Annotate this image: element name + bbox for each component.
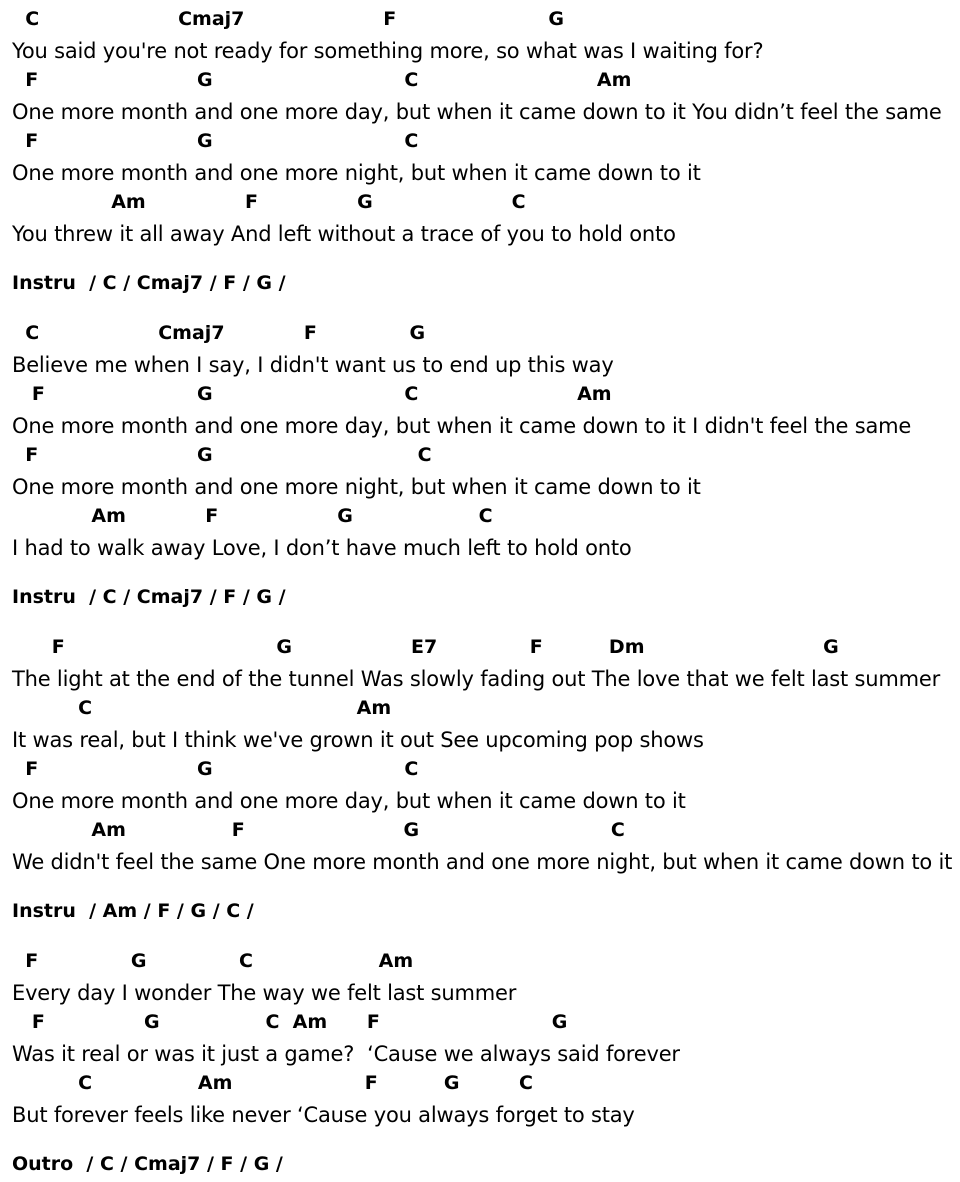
lyric-line: It was real, but I think we've grown it out See upcoming pop shows: [12, 728, 704, 752]
lyric-line: Believe me when I say, I didn't want us to end up this way: [12, 353, 614, 377]
chord-line: Am F G C: [12, 819, 625, 841]
chord-line: C Am F G C: [12, 1072, 533, 1094]
chord-line: C Am: [12, 697, 392, 719]
chord-line: F G C Am: [12, 950, 414, 972]
lyric-line: Every day I wonder The way we felt last summer: [12, 981, 517, 1005]
instrumental-line: Instru / Am / F / G / C /: [12, 900, 254, 922]
lyric-line: You said you're not ready for something more, so what was I waiting for?: [12, 39, 764, 63]
lyric-line: But forever feels like never ‘Cause you always forget to stay: [12, 1103, 635, 1127]
chord-line: C Cmaj7 F G: [12, 8, 565, 30]
instrumental-line: Instru / C / Cmaj7 / F / G /: [12, 272, 286, 294]
lyric-line: We didn't feel the same One more month and one more night, but when it came down to it: [12, 850, 953, 874]
lyric-line: One more month and one more night, but when it came down to it: [12, 161, 701, 185]
chord-line: F G C: [12, 758, 419, 780]
lyric-line: One more month and one more day, but when it came down to it: [12, 789, 686, 813]
lyric-line: One more month and one more day, but when it came down to it I didn't feel the same: [12, 414, 912, 438]
chord-line: C Cmaj7 F G: [12, 322, 426, 344]
lyric-line: The light at the end of the tunnel Was slowly fading out The love that we felt last summer: [12, 667, 941, 691]
lyric-line: Was it real or was it just a game? ‘Cause we always said forever: [12, 1042, 680, 1066]
chord-line: F G C Am: [12, 383, 612, 405]
lyric-line: One more month and one more day, but when it came down to it You didn’t feel the same: [12, 100, 942, 124]
chord-line: F G C Am: [12, 69, 632, 91]
chord-line: F G C Am F G: [12, 1011, 568, 1033]
lyric-line: One more month and one more night, but when it came down to it: [12, 475, 701, 499]
chord-line: F G E7 F Dm G: [12, 636, 839, 658]
chord-line: F G C: [12, 444, 432, 466]
lyric-line: You threw it all away And left without a trace of you to hold onto: [12, 222, 676, 246]
chord-line: Am F G C: [12, 191, 526, 213]
lyric-line: I had to walk away Love, I don’t have much left to hold onto: [12, 536, 632, 560]
instrumental-line: Instru / C / Cmaj7 / F / G /: [12, 586, 286, 608]
outro-line: Outro / C / Cmaj7 / F / G /: [12, 1153, 283, 1175]
chord-line: Am F G C: [12, 505, 493, 527]
chord-line: F G C: [12, 130, 419, 152]
